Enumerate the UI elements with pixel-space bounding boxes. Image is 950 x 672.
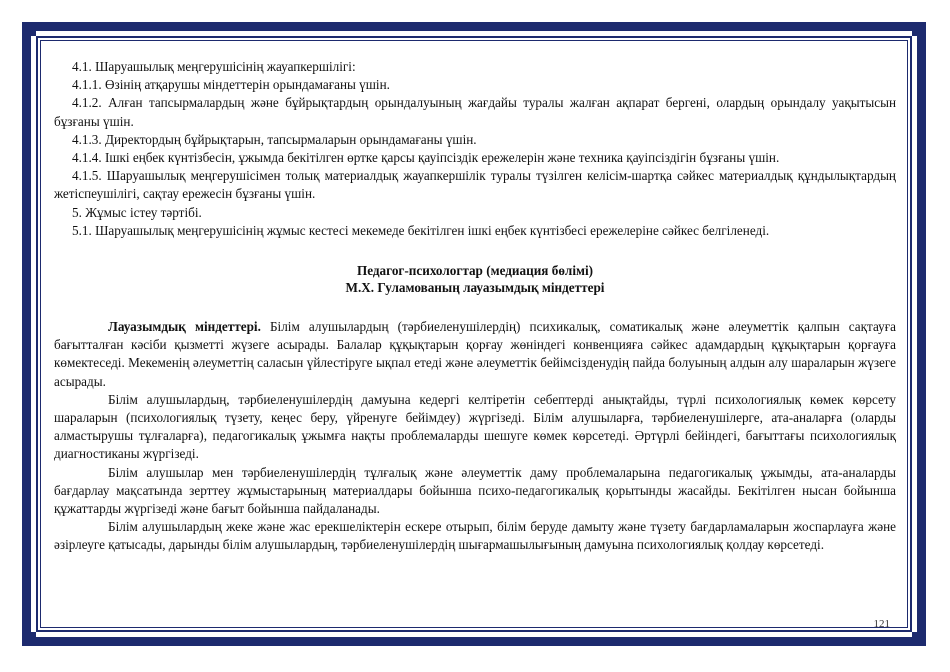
- section-heading-line-1: Педагог-психологтар (медиация бөлімі): [356, 263, 594, 279]
- duties-label: Лауазымдық міндеттері.: [108, 319, 261, 335]
- frame-corner-top-right: [912, 22, 926, 36]
- section-heading-line-2: М.Х. Гуламованың лауазымдық міндеттері: [345, 280, 605, 296]
- paragraph-4-1-2: 4.1.2. Алған тапсырмалардың және бұйрықтардың орындалуының жағдайы туралы жалған ақпарат бергені, олардың орындалу уақытысын бұзғаны үшін.: [54, 95, 896, 129]
- paragraph-programs: Білім алушылардың жеке және жас ерекшеліктерін ескере отырып, білім беруде дамыту және түзету бағдарламаларын жоспарлауға және әзірлеуге қатысады, дарынды білім алушылардың, тәрбиеленушілердің шығармашылығының дамуына психологиялық қолдау көрсетеді.: [54, 519, 896, 553]
- paragraph-4-1-1: 4.1.1. Өзінің атқарушы міндеттерін орындамағаны үшін.: [72, 77, 390, 93]
- frame-corner-bottom-left: [22, 632, 36, 646]
- frame-corner-bottom-right: [912, 632, 926, 646]
- duties-text: Білім алушылардың (тәрбиеленушілердің) психикалық, соматикалық және әлеуметтік қалпын сақтауға бағытталған кәсіби қызметті жүзеге асырады. Балалар құқықтарын қорғау жөніндегі конвенцияға сәйкес адамдардың құқықтарын қорғауға көмектеседі. Мекеменің әлеуметтің саласын үйлестіруге ықпал етеді және әлеуметтік бейімсізденудің пайда болуының алдын алу шараларын жүзеге асырады.: [54, 319, 896, 389]
- paragraph-4-1-3: 4.1.3. Директордың бұйрықтарын, тапсырмаларын орындамағаны үшін.: [72, 131, 477, 147]
- duties-paragraph: [54, 318, 896, 391]
- paragraph-research: Білім алушылар мен тәрбиеленушілердің тұлғалық және әлеуметтік даму проблемаларына педагогикалық ұжымды, ата-аналарды бағдарлау мақсатында зерттеу жұмыстарының материалдары бойынша психо-педагогикалық қорытынды жасайды. Бекітілген нысан бойынша құжаттарды жүргізеді және бағыт бойынша пайдаланады.: [54, 464, 896, 517]
- paragraph-4-1-5: 4.1.5. Шаруашылық меңгерушісімен толық материалдық жауапкершілік туралы түзілген келісім-шартқа сәйкес материалдық құндылықтардың жетіспеушілігі, сақтау ережесін бұзғаны үшін.: [54, 168, 896, 202]
- paragraph-5: 5. Жұмыс істеу тәртібі.: [72, 204, 202, 220]
- paragraph-4-1: 4.1. Шаруашылық меңгерушісінің жауапкершілігі:: [72, 59, 356, 74]
- page-number: 121: [873, 618, 890, 630]
- paragraph-5-1: 5.1. Шаруашылық меңгерушісінің жұмыс кестесі мекемеде бекітілген ішкі еңбек күнтізбесі ережелеріне сәйкес белгіленеді.: [72, 222, 770, 238]
- paragraph-4-1-4: 4.1.4. Ішкі еңбек күнтізбесін, ұжымда бекітілген өртке қарсы қауіпсіздік ережелерін және техника қауіпсіздігін бұзғаны үшін.: [72, 150, 780, 166]
- paragraph-psych-help: Білім алушылардың, тәрбиеленушілердің дамуына кедергі келтіретін себептерді анықтайды, түрлі психологиялық көмек көрсету шараларын (психологиялық түзету, кеңес беру, үйренуге бейімдеу) жүргізеді. Білім алушыларға, тәрбиеленушілерге, ата-аналарға (оларды алмастырушы тұлғаларға), педагогикалық ұжымға нақты проблемаларды шешуге көмек көрсетеді. Әртүрлі бейіндегі, бағыттағы психологиялық диагностиканы жүргізеді.: [54, 391, 896, 462]
- frame-corner-top-left: [22, 22, 36, 36]
- document-body: [54, 58, 896, 555]
